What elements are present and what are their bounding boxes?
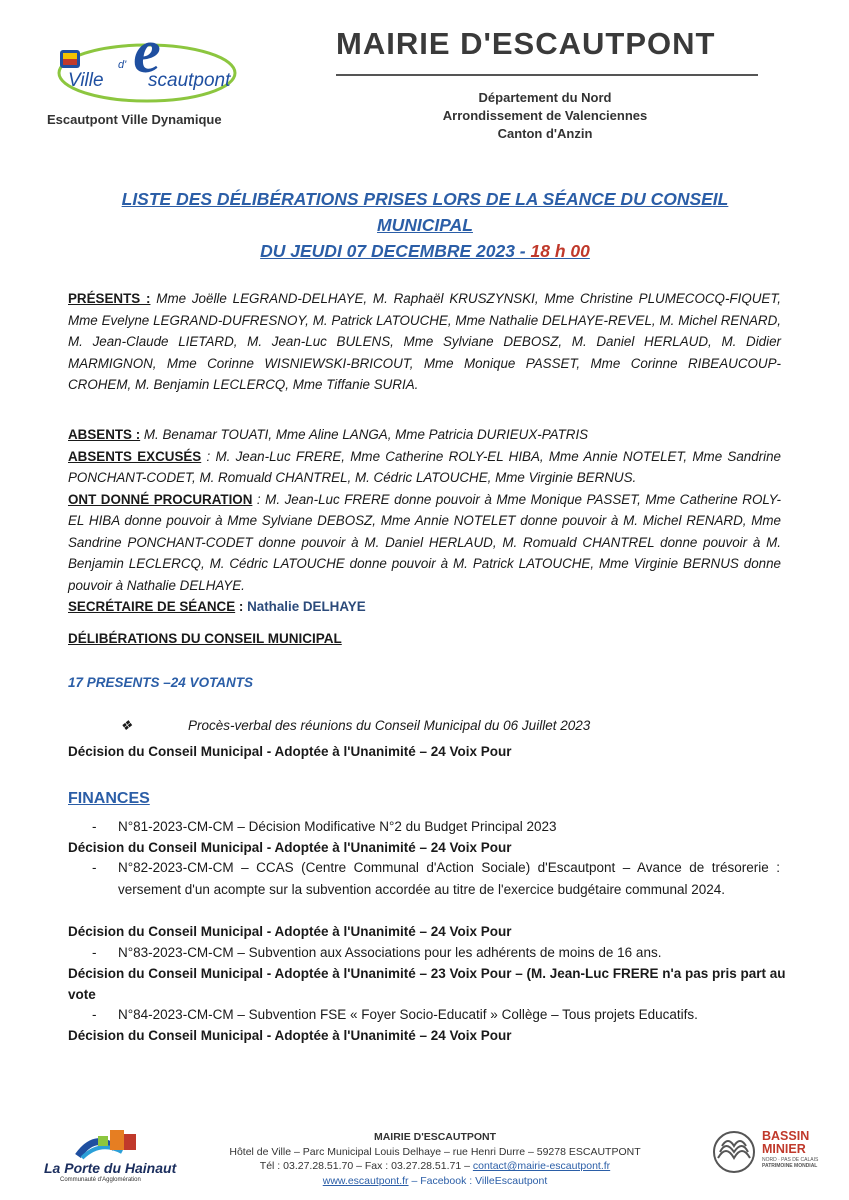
title-line-3 — [60, 238, 790, 264]
pv-text: Procès-verbal des réunions du Conseil Municipal du 06 Juillet 2023 — [188, 718, 591, 733]
bassin-minier-icon — [712, 1128, 760, 1176]
footer-title: MAIRIE D'ESCAUTPONT — [373, 1131, 497, 1143]
title-line-1: LISTE DES DÉLIBÉRATIONS PRISES LORS DE LA SÉANCE DU CONSEIL — [121, 189, 729, 209]
footer-web-line — [200, 1174, 670, 1189]
finance-item-text: N°82-2023-CM-CM – CCAS (Centre Communal d'Action Sociale) d'Escautpont – Avance de trésorerie : versement d'un acompte sur la subvention accordée au titre de l'exercice budgétaire communal 2024. — [118, 860, 780, 897]
finance-item-text: N°83-2023-CM-CM – Subvention aux Associations pour les adhérents de moins de 16 ans. — [118, 945, 662, 960]
document-title — [60, 186, 790, 264]
department-info — [400, 89, 690, 143]
footer-phone: Tél : 03.27.28.51.70 – Fax : 03.27.28.51.71 – — [259, 1160, 473, 1172]
svg-text:Ville: Ville — [68, 70, 104, 91]
footer-contact — [200, 1130, 670, 1188]
secretaire-sep: : — [235, 599, 248, 614]
footer-website-link[interactable]: www.escautpont.fr — [322, 1174, 409, 1187]
porte-du-hainaut-name: La Porte du Hainaut — [44, 1160, 177, 1176]
finance-decision: Décision du Conseil Municipal - Adoptée à l'Unanimité – 24 Voix Pour — [68, 1028, 512, 1043]
svg-text:d': d' — [118, 59, 127, 71]
finance-item — [92, 857, 780, 900]
title-underline — [336, 74, 758, 76]
finances-heading: FINANCES — [68, 790, 150, 807]
bassin-minier-title-1: BASSIN — [762, 1129, 810, 1143]
procuration-text: : M. Jean-Luc FRERE donne pouvoir à Mme Monique PASSET, Mme Catherine ROLY-EL HIBA donne pouvoir à Mme Sylviane DEBOSZ, Mme Annie NOTELET donne pouvoir à M. Michel RENARD, Mme Sandrine PONCHANT-CODET donne pouvoir à M. Daniel HERLAUD, M. Romuald CHANTREL donne pouvoir à M. Benjamin LECLERCQ, M. Cédric LATOUCHE donne pouvoir à M. Patrick LATOUCHE, Mme Virginie BERNUS donne pouvoir à Nathalie DELHAYE. — [68, 491, 781, 593]
finance-item — [92, 1004, 780, 1026]
title-line-2: MUNICIPAL — [377, 215, 473, 235]
footer-address: Hôtel de Ville – Parc Municipal Louis Delhaye – rue Henri Durre – 59278 ESCAUTPONT — [229, 1145, 641, 1158]
deliberations-heading: DÉLIBÉRATIONS DU CONSEIL MUNICIPAL — [68, 631, 342, 646]
absences-block — [68, 424, 781, 618]
mairie-title: MAIRIE D'ESCAUTPONT — [336, 26, 716, 61]
ville-escautpont-logo — [52, 28, 242, 108]
slogan: Escautpont Ville Dynamique — [47, 112, 222, 127]
dash-bullet: - — [92, 819, 97, 834]
finance-decision: Décision du Conseil Municipal - Adoptée à l'Unanimité – 24 Voix Pour — [68, 840, 512, 855]
dash-bullet: - — [92, 945, 97, 960]
bassin-minier-sub-1: NORD · PAS DE CALAIS — [762, 1157, 819, 1163]
bassin-minier-sub-2: PATRIMOINE MONDIAL — [762, 1163, 818, 1169]
presents-paragraph — [68, 288, 781, 396]
bassin-minier-title-2: MINIER — [762, 1142, 806, 1156]
porte-du-hainaut-subtitle: Communauté d'Agglomération — [60, 1177, 141, 1183]
absents-paragraph — [68, 424, 781, 446]
meeting-date: DU JEUDI 07 DECEMBRE 2023 - — [260, 241, 531, 261]
meeting-time: 18 h 00 — [530, 241, 590, 261]
diamond-bullet-icon: ❖ — [120, 718, 133, 733]
presents-text: Mme Joëlle LEGRAND-DELHAYE, M. Raphaël KRUSZYNSKI, Mme Christine PLUMECOCQ-FIQUET, Mme Evelyne LEGRAND-DUFRESNOY, M. Patrick LATOUCHE, Mme Nathalie DELHAYE-REVEL, M. Michel RENARD, M. Jean-Claude LIETARD, M. Jean-Luc BULENS, Mme Sylviane DEBOSZ, M. Daniel HERLAUD, M. Didier MARMIGNON, Mme Corinne WISNIEWSKI-BRICOUT, Mme Monique PASSET, Mme Corinne RIBEAUCOUP-CROHEM, M. Benjamin LECLERCQ, Mme Tiffanie SURIA. — [68, 291, 782, 392]
presents-count: 17 PRESENTS –24 VOTANTS — [68, 675, 254, 690]
finance-item — [92, 816, 780, 838]
footer-phone-line — [200, 1159, 670, 1174]
finance-item-text: N°84-2023-CM-CM – Subvention FSE « Foyer Socio-Educatif » Collège – Tous projets Educatifs. — [118, 1007, 698, 1022]
pv-decision: Décision du Conseil Municipal - Adoptée à l'Unanimité – 24 Voix Pour — [68, 744, 512, 759]
presents-label: PRÉSENTS : — [68, 291, 151, 306]
procuration-paragraph — [68, 489, 781, 597]
porte-du-hainaut-icon — [40, 1122, 160, 1162]
dept-line: Département du Nord — [478, 90, 612, 105]
procuration-label: ONT DONNÉ PROCURATION — [68, 491, 253, 507]
pv-item — [120, 718, 590, 734]
dash-bullet: - — [92, 860, 97, 875]
secretaire-label: SECRÉTAIRE DE SÉANCE — [68, 599, 236, 614]
secretaire-name: Nathalie DELHAYE — [247, 599, 366, 614]
logo-graphic — [52, 28, 242, 108]
finance-item-text: N°81-2023-CM-CM – Décision Modificative N°2 du Budget Principal 2023 — [118, 819, 557, 834]
excuses-text: : M. Jean-Luc FRERE, Mme Catherine ROLY-EL HIBA, Mme Annie NOTELET, Mme Sandrine PONCHANT-CODET, M. Romuald CHANTREL, M. Cédric LATOUCHE, Mme Virginie BERNUS. — [68, 448, 781, 485]
excuses-paragraph — [68, 446, 781, 489]
footer-email-link[interactable]: contact@mairie-escautpont.fr — [472, 1160, 611, 1172]
secretaire-paragraph — [68, 596, 781, 618]
excuses-label: ABSENTS EXCUSÉS — [68, 448, 202, 464]
finance-item — [92, 942, 780, 964]
dept-line: Canton d'Anzin — [497, 126, 593, 141]
svg-text:e: e — [133, 28, 161, 86]
finance-decision: Décision du Conseil Municipal - Adoptée à l'Unanimité – 23 Voix Pour – (M. Jean-Luc FRERE n'a pas pris part au vote — [68, 966, 786, 1002]
finance-decision: Décision du Conseil Municipal - Adoptée à l'Unanimité – 24 Voix Pour — [68, 924, 512, 939]
absents-label: ABSENTS : — [68, 427, 141, 442]
svg-text:scautpont: scautpont — [148, 70, 231, 91]
dept-line: Arrondissement de Valenciennes — [442, 108, 648, 123]
absents-text: M. Benamar TOUATI, Mme Aline LANGA, Mme Patricia DURIEUX-PATRIS — [140, 427, 589, 442]
dash-bullet: - — [92, 1007, 97, 1022]
footer-facebook: – Facebook : VilleEscautpont — [408, 1174, 548, 1187]
